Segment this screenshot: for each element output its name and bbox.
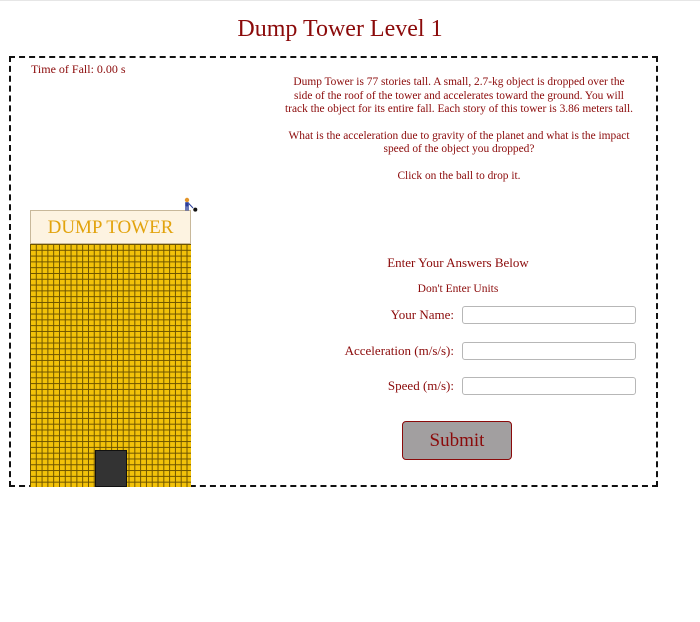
tower-sign: DUMP TOWER <box>30 210 191 244</box>
instructions-paragraph-2: What is the acceleration due to gravity of the planet and what is the impact speed of the object you dropped? <box>288 129 630 156</box>
time-of-fall-readout: Time of Fall: 0.00 s <box>31 62 126 76</box>
form-note: Don't Enter Units <box>417 283 499 295</box>
name-input[interactable] <box>462 306 636 324</box>
person-icon <box>183 197 199 213</box>
submit-button[interactable]: Submit <box>402 421 512 460</box>
instructions-paragraph-1: Dump Tower is 77 stories tall. A small, 2.7-kg object is dropped over the side of the roof of the tower and accelerates toward the ground. You will track the object for its entire fall. Each story of this tower is 3.86 meters tall. <box>285 76 633 116</box>
speed-label: Speed (m/s): <box>387 378 454 393</box>
instructions-paragraph-3: Click on the ball to drop it. <box>397 169 521 182</box>
speed-input[interactable] <box>462 377 636 395</box>
dump-tower <box>30 210 191 487</box>
instructions <box>284 76 634 197</box>
tower-door <box>95 450 127 487</box>
ball-icon <box>193 208 197 212</box>
name-label: Your Name: <box>390 307 454 322</box>
form-heading: Enter Your Answers Below <box>387 255 529 270</box>
person-with-ball[interactable] <box>183 197 199 213</box>
page-title: Dump Tower Level 1 <box>237 16 443 42</box>
acceleration-input[interactable] <box>462 342 636 360</box>
top-divider <box>0 0 700 1</box>
acceleration-label: Acceleration (m/s/s): <box>344 343 454 358</box>
